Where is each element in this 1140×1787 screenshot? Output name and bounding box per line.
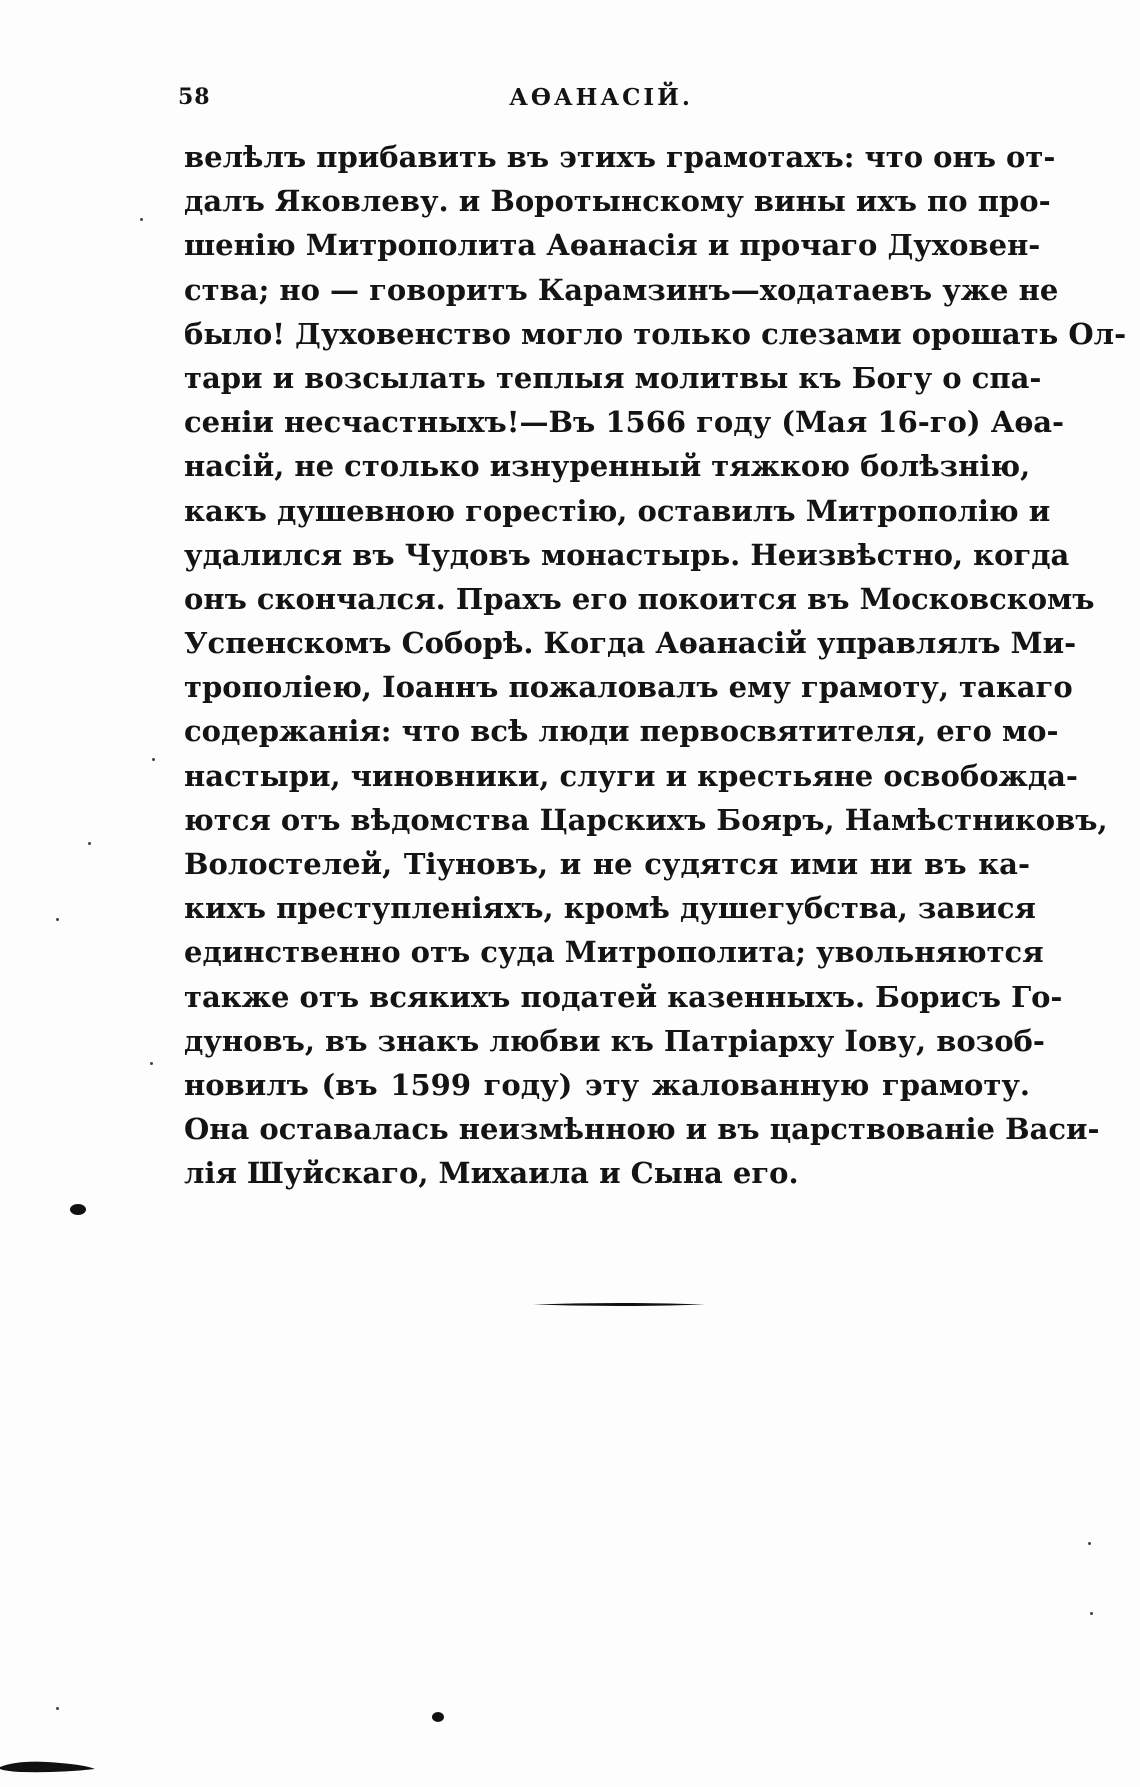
text-line: далъ Яковлеву. и Воротынскому вины ихъ по про- — [184, 184, 1051, 219]
text-line: кихъ преступленіяхъ, кромѣ душегубства, завися — [184, 891, 1036, 926]
ink-blot — [70, 1204, 86, 1215]
text-line: тари и возсылать теплыя молитвы къ Богу о спа- — [184, 360, 1042, 395]
text-line: Волостелей, Тіуновъ, и не судятся ими ни въ ка- — [184, 847, 1030, 881]
chapter-title: АѲАНАСІЙ. — [509, 84, 693, 111]
end-ornament-rule — [533, 1302, 705, 1307]
text-line: дуновъ, въ знакъ любви къ Патріарху Іову, возоб- — [184, 1023, 1045, 1058]
text-line: какъ душевною горестію, оставилъ Митрополію и — [184, 493, 1051, 528]
text-line: трополіею, Іоаннъ пожаловалъ ему грамоту, такаго — [184, 670, 1073, 705]
paper-speck — [152, 758, 155, 761]
edge-ink-stroke — [0, 1757, 95, 1775]
paper-speck — [150, 1062, 153, 1065]
paper-speck — [1088, 1542, 1091, 1545]
ink-blot — [432, 1712, 444, 1722]
paper-speck — [56, 1707, 59, 1710]
text-line: ства; но — говоритъ Карамзинъ—ходатаевъ уже не — [184, 272, 1059, 307]
text-line: новилъ (въ 1599 году) эту жалованную грамоту. — [184, 1067, 1030, 1102]
paper-speck — [88, 842, 91, 845]
text-line: онъ скончался. Прахъ его покоится въ Московскомъ — [184, 581, 1095, 616]
text-line: Успенскомъ Соборѣ. Когда Аѳанасій управлялъ Ми- — [184, 626, 1077, 661]
text-line: насій, не столько изнуренный тяжкою болѣзнію, — [184, 449, 1031, 484]
text-line: ются отъ вѣдомства Царскихъ Бояръ, Намѣстниковъ, — [184, 802, 1108, 837]
text-line: шенію Митрополита Аѳанасія и прочаго Духовен- — [184, 228, 1041, 263]
text-line: удалился въ Чудовъ монастырь. Неизвѣстно, когда — [184, 537, 1070, 572]
body-text — [184, 135, 1127, 1196]
text-line: сеніи несчастныхъ!—Въ 1566 году (Мая 16-го) Аѳа- — [184, 405, 1065, 440]
text-line: было! Духовенство могло только слезами орошать Ол- — [184, 316, 1127, 351]
text-line: содержанія: что всѣ люди первосвятителя, его мо- — [184, 714, 1059, 749]
text-line: также отъ всякихъ податей казенныхъ. Борисъ Го- — [184, 979, 1063, 1014]
text-line: лія Шуйскаго, Михаила и Сына его. — [184, 1156, 799, 1191]
paper-speck — [140, 218, 143, 221]
text-line: настыри, чиновники, слуги и крестьяне освобожда- — [184, 758, 1078, 793]
text-line: единственно отъ суда Митрополита; увольняются — [184, 935, 1044, 970]
paper-speck — [1090, 1612, 1093, 1615]
text-line: велѣлъ прибавить въ этихъ грамотахъ: что онъ от- — [184, 140, 1056, 174]
text-line: Она оставалась неизмѣнною и въ царствованіе Васи- — [184, 1112, 1100, 1147]
running-head — [178, 80, 1024, 120]
paper-speck — [56, 918, 59, 921]
page-number: 58 — [178, 84, 211, 110]
